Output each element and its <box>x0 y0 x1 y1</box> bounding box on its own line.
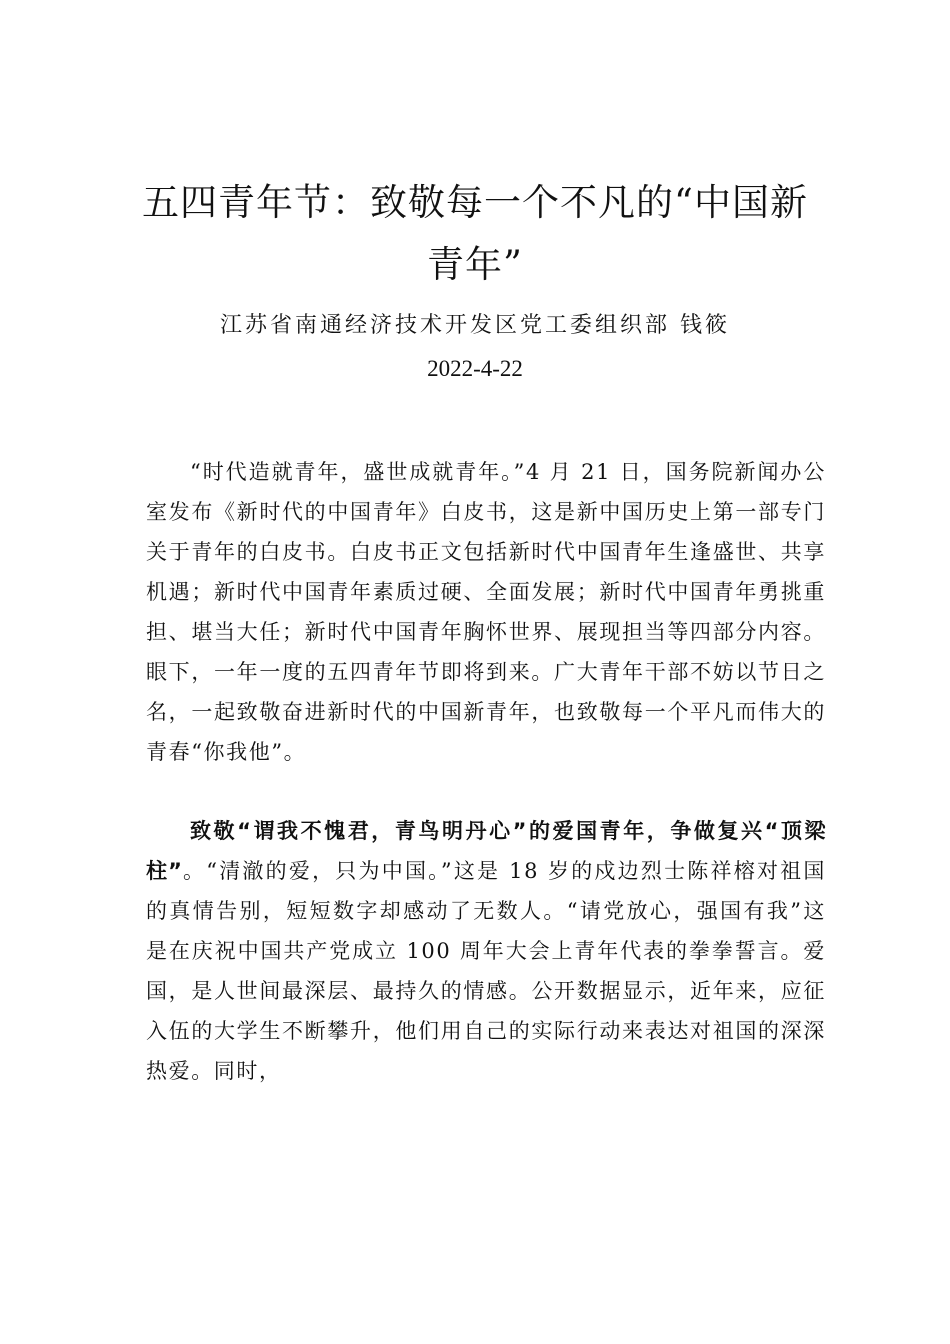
paragraph-text: 。“清澈的爱，只为中国。”这是 18 岁的戍边烈士陈祥榕对祖国的真情告别，短短数字却感动了无数人。“请党放心，强国有我”这是在庆祝中国共产党成立 100 周年大会上青年代表的拳拳誓言。爱国，是人世间最深层、最持久的情感。公开数据显示，近年来，应征入伍的大学生不断攀升，他们用自己的实际行动来表达对祖国的深深热爱。同时， <box>146 859 826 1083</box>
paragraph-lead-heading: 致敬“谓我不愧君，青鸟明丹心”的爱国青年，争做复兴“顶梁柱” <box>146 819 826 883</box>
author-line: 江苏省南通经济技术开发区党工委组织部 钱筱 <box>220 313 730 338</box>
paragraph-patriotic-youth <box>146 811 826 1091</box>
publish-date: 2022-4-22 <box>427 356 523 381</box>
document-title: 五四青年节：致敬每一个不凡的“中国新青年” <box>142 181 808 286</box>
paragraph-text: “时代造就青年，盛世成就青年。”4 月 21 日，国务院新闻办公室发布《新时代的中国青年》白皮书，这是新中国历史上第一部专门关于青年的白皮书。白皮书正文包括新时代中国青年生逢盛世、共享机遇；新时代中国青年素质过硬、全面发展；新时代中国青年勇挑重担、堪当大任；新时代中国青年胸怀世界、展现担当等四部分内容。眼下，一年一度的五四青年节即将到来。广大青年干部不妨以节日之名，一起致敬奋进新时代的中国新青年，也致敬每一个平凡而伟大的青春“你我他”。 <box>146 460 826 764</box>
paragraph-intro <box>146 452 826 772</box>
